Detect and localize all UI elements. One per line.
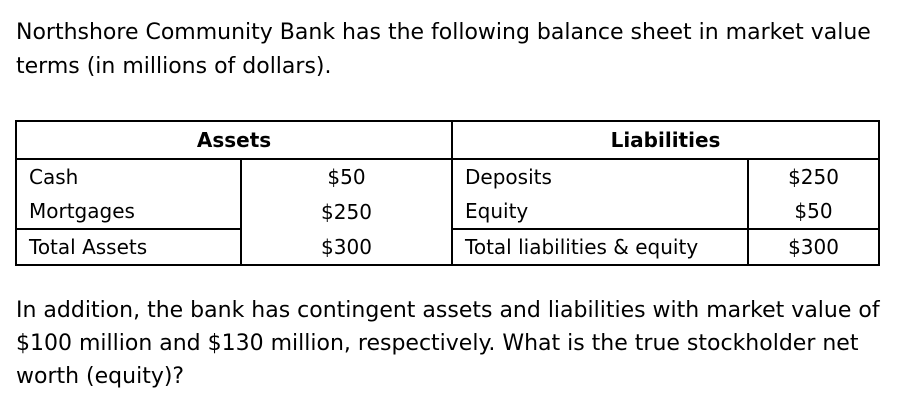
liability-label: Equity bbox=[452, 194, 748, 229]
table-row bbox=[16, 194, 879, 229]
liability-value: $50 bbox=[748, 194, 879, 229]
assets-header: Assets bbox=[16, 121, 452, 159]
table-row bbox=[16, 159, 879, 194]
table-header-row bbox=[16, 121, 879, 159]
asset-label: Cash bbox=[16, 159, 241, 194]
liability-value: $250 bbox=[748, 159, 879, 194]
intro-paragraph: Northshore Community Bank has the following balance sheet in market value terms (in millions of dollars). bbox=[16, 20, 871, 79]
total-liabilities-value: $300 bbox=[748, 229, 879, 265]
asset-value: $50 bbox=[241, 159, 452, 194]
total-liabilities-label: Total liabilities & equity bbox=[452, 229, 748, 265]
table-row-totals bbox=[16, 229, 879, 265]
total-assets-label: Total Assets bbox=[16, 229, 241, 265]
balance-sheet-table bbox=[15, 120, 880, 266]
asset-value: $250 bbox=[241, 194, 452, 229]
question-paragraph: In addition, the bank has contingent assets and liabilities with market value of $100 million and $130 million, respectively. What is the true stockholder net worth (equity)? bbox=[16, 298, 880, 389]
total-assets-value: $300 bbox=[241, 229, 452, 265]
asset-label: Mortgages bbox=[16, 194, 241, 229]
liability-label: Deposits bbox=[452, 159, 748, 194]
liabilities-header: Liabilities bbox=[452, 121, 879, 159]
